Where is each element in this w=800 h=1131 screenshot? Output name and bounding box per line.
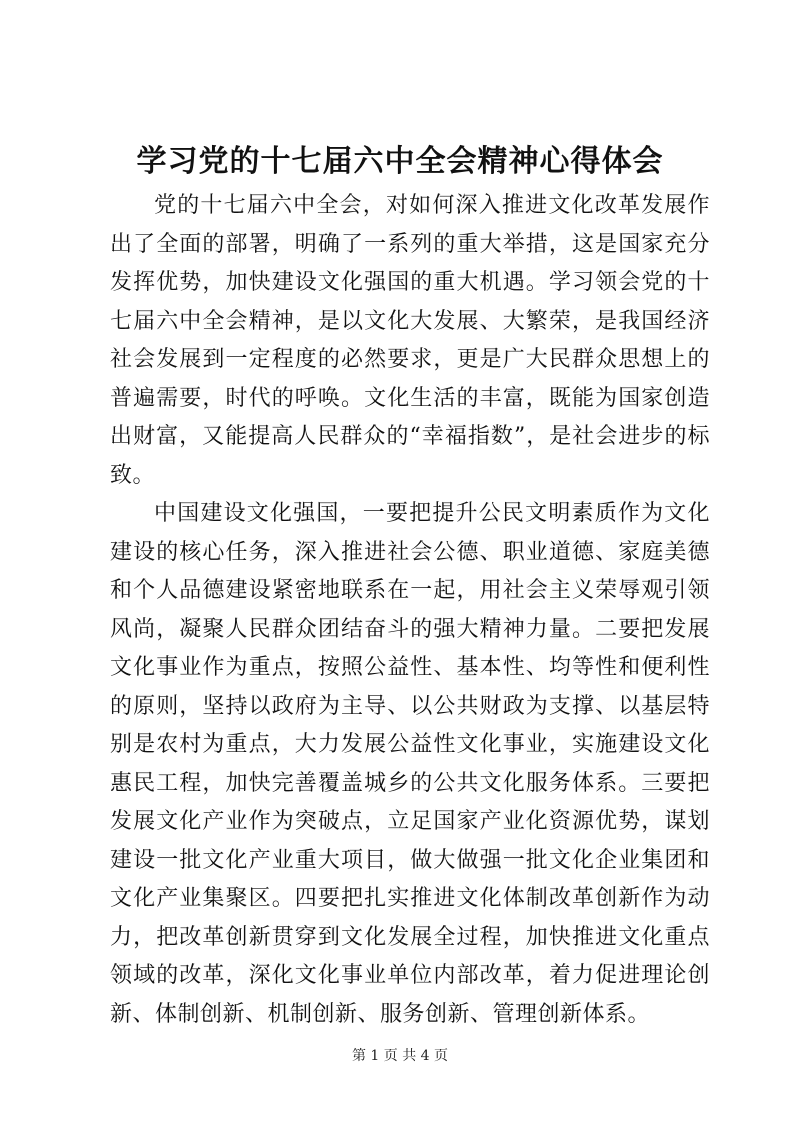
paragraph-1: 党的十七届六中全会，对如何深入推进文化改革发展作出了全面的部署，明确了一系列的重大举措，这是国家充分发挥优势，加快建设文化强国的重大机遇。学习领会党的十七届六中全会精神，是以文化大发展、大繁荣，是我国经济社会发展到一定程度的必然要求，更是广大民群众思想上的普遍需要，时代的呼唤。文化生活的丰富，既能为国家创造出财富，又能提高人民群众的“幸福指数”，是社会进步的标致。 (110, 193, 710, 488)
body-text (110, 187, 710, 1034)
paragraph-2: 中国建设文化强国，一要把提升公民文明素质作为文化建设的核心任务，深入推进社会公德、职业道德、家庭美德和个人品德建设紧密地联系在一起，用社会主义荣辱观引领风尚，凝聚人民群众团结奋斗的强大精神力量。二要把发展文化事业作为重点，按照公益性、基本性、均等性和便利性的原则，坚持以政府为主导、以公共财政为支撑、以基层特别是农村为重点，大力发展公益性文化事业，实施建设文化惠民工程，加快完善覆盖城乡的公共文化服务体系。三要把发展文化产业作为突破点，立足国家产业化资源优势，谋划建设一批文化产业重大项目，做大做强一批文化企业集团和文化产业集聚区。四要把扎实推进文化体制改革创新作为动力，把改革创新贯穿到文化发展全过程，加快推进文化重点领域的改革，深化文化事业单位内部改革，着力促进理论创新、体制创新、机制创新、服务创新、管理创新体系。 (110, 501, 710, 1027)
page-title: 学习党的十七届六中全会精神心得体会 (136, 144, 664, 179)
page-number-footer: 第 1 页 共 4 页 (351, 1048, 449, 1064)
